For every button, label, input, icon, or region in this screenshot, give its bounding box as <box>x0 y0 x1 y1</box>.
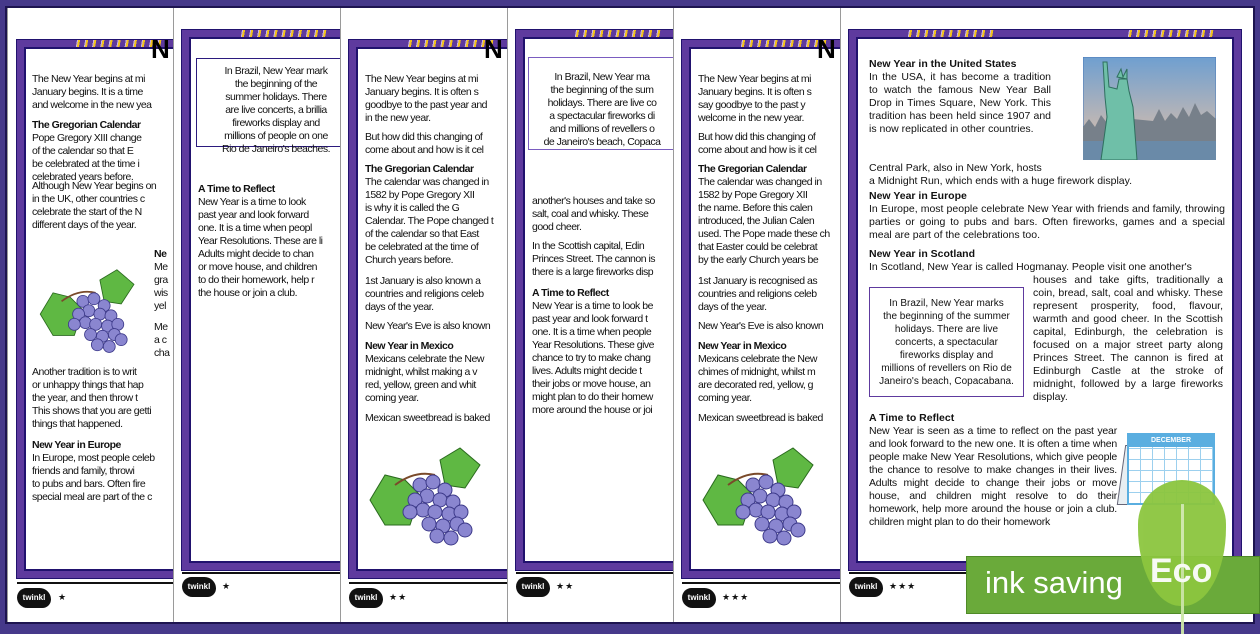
statue-of-liberty-image <box>1083 57 1216 160</box>
difficulty-stars: ★★★ <box>722 592 750 602</box>
worksheet-page-2 <box>173 8 340 622</box>
fact-text: In Brazil, New Year marks the beginning of the summer holidays. There are live concerts, a spectacular fireworks display and millions of revellers on Rio de Janeiro's beach, Copacabana. <box>879 298 1014 387</box>
paragraph: Mexican sweetbread is baked <box>698 412 823 424</box>
paragraph: Mexicans celebrate the New chimes of midnight, whilst m are decorated red, yellow, g coming year. <box>698 353 817 404</box>
ink-saving-label: ink saving <box>985 565 1123 600</box>
heading: New Year in Europe <box>869 190 967 202</box>
difficulty-stars: ★★ <box>556 581 575 591</box>
paragraph: a Midnight Run, which ends with a huge firework display. <box>869 175 1133 187</box>
paragraph: another's houses and take so salt, coal and whisky. These good cheer. <box>532 195 655 233</box>
paragraph: Mexican sweetbread is baked <box>365 412 490 424</box>
page-title: N <box>484 34 503 64</box>
paragraph: Mexicans celebrate the New midnight, whilst making a v red, yellow, green and whit coming year. <box>365 353 484 404</box>
paragraph: Me a c cha <box>154 321 170 359</box>
brazil-fact-box <box>869 287 1024 397</box>
paragraph: But how did this changing of come about and how is it cel <box>365 131 484 156</box>
difficulty-stars: ★★★ <box>889 581 917 591</box>
paragraph: 1st January is also known a countries and religions celeb days of the year. <box>365 275 484 313</box>
grapes-image <box>36 263 151 355</box>
page-title: N <box>151 34 170 64</box>
paragraph: Pope Gregory XIII change of the calendar so that E be celebrated at the time i celebrated years before. <box>32 132 142 183</box>
heading: A Time to Reflect <box>869 412 955 424</box>
paragraph: Another tradition is to writ or unhappy things that hap the year, and then throw t This shows that you are getti things that happened. <box>32 366 152 430</box>
heading: Ne <box>154 248 167 260</box>
paragraph: Central Park, also in New York, hosts <box>869 162 1042 174</box>
paragraph: The New Year begins at mi January begins. It is often s say goodbye to the past y welcome in the new year. <box>698 73 812 124</box>
calendar-month: DECEMBER <box>1129 435 1213 447</box>
heading: The Gregorian Calendar <box>698 163 807 175</box>
paragraph: New Year is a time to look be past year and look forward t one. It is a time when people Year Resolutions. These give chance to try to make chang lives. Adults might decide t their jobs or move house, an might plan to do their homew more around the house or joi <box>532 300 655 416</box>
worksheet-page-1 <box>7 8 173 622</box>
paragraph: Although New Year begins on in the UK, other countries c celebrate the start of the N different days of the year. <box>32 180 157 231</box>
heading: A Time to Reflect <box>532 287 609 299</box>
worksheet-page-4 <box>507 8 673 622</box>
fact-text: In Brazil, New Year mark the beginning of the summer holidays. There are live concerts, a brillia fireworks display and millions of people on one Rio de Janeiro's beaches. <box>222 65 330 155</box>
paragraph: houses and take gifts, traditionally a coin, bread, salt, coal and whisky. These represent prosperity, food, flavour, warmth and good cheer. In the Scottish capital, Edinburgh, the celebration is focused on a major street party along Princes Street. The cannon is fired at Edinburgh Castle at the stroke of midnight, followed by a large fireworks display. <box>1033 274 1223 403</box>
brazil-fact-box <box>528 57 673 150</box>
heading: The Gregorian Calendar <box>32 119 141 131</box>
page-title: N <box>817 34 836 64</box>
paragraph: In Europe, most people celeb friends and family, throwi to pubs and bars. Often fire special meal are part of the c <box>32 452 155 503</box>
paragraph: New Year's Eve is also known <box>365 320 491 332</box>
twinkl-logo: twinkl <box>516 577 550 597</box>
paragraph: New Year is seen as a time to reflect on the past year and look forward to the new one. It is often a time when people make New Year Resolutions, which give people the chance to resolve to make changes in their lives. Adults might decide to change their jobs or move house, and children might resolve to do their homework, help more around the house or join a club. children might plan to do their homework <box>869 425 1117 528</box>
worksheet-page-3 <box>340 8 507 622</box>
paragraph: In the USA, it has become a tradition to watch the famous New Year Ball Drop in Times Square, New York. This tradition has been held since 1907 and is now replicated in other countries. <box>869 71 1051 135</box>
worksheet-page-5 <box>673 8 840 622</box>
heading: The Gregorian Calendar <box>365 163 474 175</box>
paragraph: In Scotland, New Year is called Hogmanay. People visit one another's <box>869 261 1192 273</box>
grapes-image <box>698 440 833 548</box>
difficulty-stars: ★★ <box>389 592 408 602</box>
paragraph: Me gra wis yel <box>154 261 168 312</box>
heading: New Year in the United States <box>869 58 1017 70</box>
heading: New Year in Mexico <box>365 340 454 352</box>
heading: New Year in Europe <box>32 439 121 451</box>
brazil-fact-box <box>196 58 340 155</box>
paragraph: The New Year begins at mi January begins. It is a time and welcome in the new yea <box>32 73 152 111</box>
fact-text: In Brazil, New Year ma the beginning of the sum holidays. There are live co a spectacular fireworks di and millions of revellers o de Janeiro's beach, Copaca <box>543 71 661 148</box>
twinkl-logo: twinkl <box>849 577 883 597</box>
difficulty-stars: ★ <box>222 581 232 591</box>
twinkl-logo: twinkl <box>182 577 216 597</box>
paragraph: The calendar was changed in 1582 by Pope Gregory XII is why it is called the G Calendar. The Pope changed t of the calendar so that East be celebrated at the time of Church years before. <box>365 176 494 266</box>
paragraph: The calendar was changed in 1582 by Pope Gregory XII the name. Before this calen introduced, the Julian Calen used. The Pope made these ch that Easter could be celebrat by the early Church years be <box>698 176 830 266</box>
paragraph: The New Year begins at mi January begins. It is often s goodbye to the past year and in the new year. <box>365 73 488 124</box>
difficulty-stars: ★ <box>58 592 68 602</box>
heading: New Year in Mexico <box>698 340 787 352</box>
paragraph: New Year's Eve is also known <box>698 320 824 332</box>
twinkl-logo: twinkl <box>682 588 716 608</box>
heading: A Time to Reflect <box>198 183 275 195</box>
paragraph: But how did this changing of come about and how is it cel <box>698 131 817 156</box>
paragraph: In the Scottish capital, Edin Princes Street. The cannon is there is a large fireworks disp <box>532 240 656 278</box>
heading: New Year in Scotland <box>869 248 976 260</box>
paragraph: 1st January is recognised as countries and religions celeb days of the year. <box>698 275 818 313</box>
grapes-image <box>365 440 500 548</box>
eco-label: Eco <box>1150 552 1213 590</box>
paragraph: New Year is a time to look past year and look forward one. It is a time when peopl Year Resolutions. These are li Adults might decide to chan or move house, and children to do their homework, help r the house or join a club. <box>198 196 323 299</box>
paragraph: In Europe, most people celebrate New Year with friends and family, throwing parties or going to pubs and bars. Often fireworks, games and a special meal are part of the celebrations too. <box>869 203 1225 241</box>
twinkl-logo: twinkl <box>349 588 383 608</box>
twinkl-logo: twinkl <box>17 588 51 608</box>
